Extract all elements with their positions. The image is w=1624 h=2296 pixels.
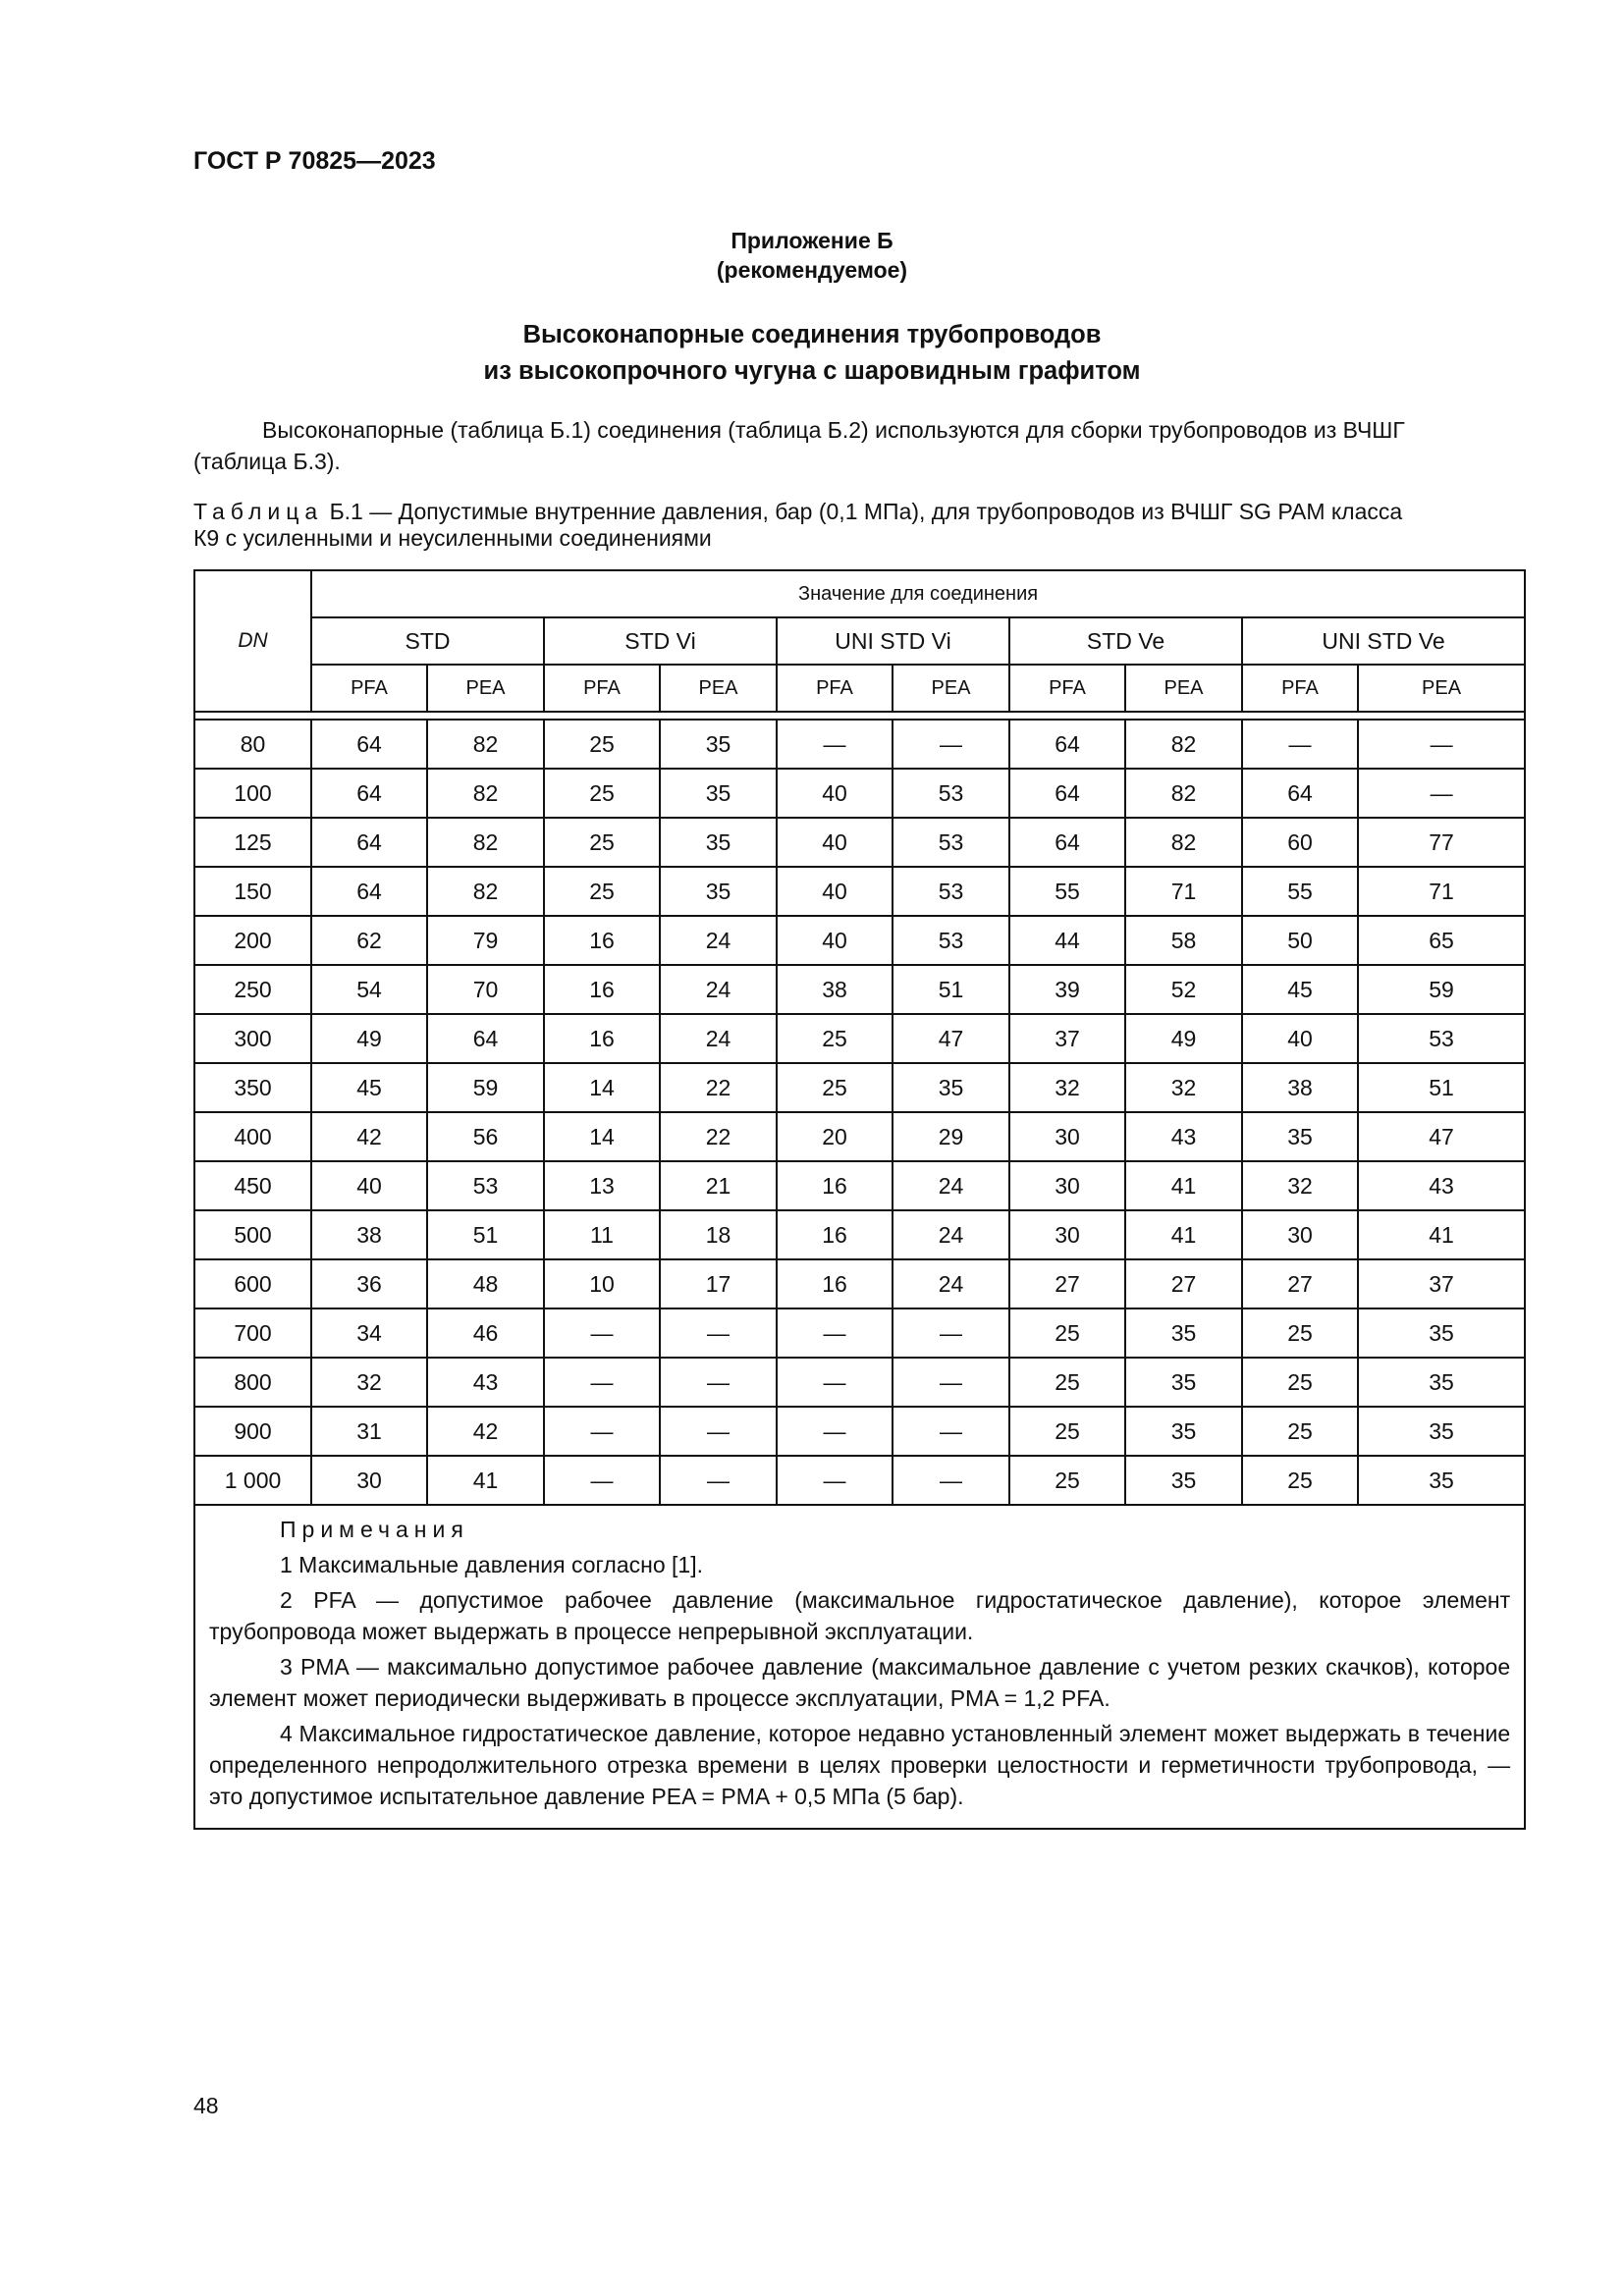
table-row	[194, 769, 1525, 818]
pressure-cell: —	[1242, 720, 1358, 769]
pressure-cell: 82	[427, 867, 544, 916]
pressure-cell: 35	[1125, 1456, 1242, 1505]
dn-cell: 400	[194, 1112, 311, 1161]
pressure-cell: 42	[311, 1112, 427, 1161]
pressure-cell: 32	[1242, 1161, 1358, 1210]
pressure-cell: 35	[1358, 1456, 1525, 1505]
pressure-cell: 16	[544, 965, 660, 1014]
dn-cell: 150	[194, 867, 311, 916]
pressure-cell: 41	[1125, 1161, 1242, 1210]
pressure-cell: —	[544, 1456, 660, 1505]
table-row	[194, 916, 1525, 965]
note-3: 3 PMA — максимально допустимое рабочее давление (максимальное давление с учетом резких скачков), которое элемент может периодически выдерживать в процессе эксплуатации, PMA = 1,2 PFA.	[209, 1654, 1511, 1711]
pressure-cell: 53	[427, 1161, 544, 1210]
joint-header: STD Ve	[1009, 617, 1242, 665]
notes-heading: Примечания	[280, 1517, 469, 1542]
page-number: 48	[193, 2093, 219, 2118]
pressure-cell: 60	[1242, 818, 1358, 867]
pressure-cell: —	[893, 1456, 1009, 1505]
pressure-cell: 30	[311, 1456, 427, 1505]
appendix-status: (рекомендуемое)	[716, 257, 908, 283]
pressure-cell: 71	[1125, 867, 1242, 916]
pressure-cell: 16	[544, 1014, 660, 1063]
pressure-cell: 25	[544, 867, 660, 916]
pressure-cell: 18	[660, 1210, 777, 1259]
pressure-cell: 41	[1358, 1210, 1525, 1259]
pressure-cell: 53	[893, 867, 1009, 916]
pressure-cell: 25	[544, 720, 660, 769]
pressure-cell: 25	[777, 1063, 893, 1112]
pressure-cell: 46	[427, 1308, 544, 1358]
pressure-cell: 70	[427, 965, 544, 1014]
pressure-cell: 47	[1358, 1112, 1525, 1161]
pressure-cell: 35	[1125, 1358, 1242, 1407]
pressure-type-header: PEA	[660, 665, 777, 712]
pressure-cell: 31	[311, 1407, 427, 1456]
dn-header: DN	[194, 570, 311, 712]
table-row	[194, 1407, 1525, 1456]
pressure-cell: 25	[1242, 1407, 1358, 1456]
intro-line-2: (таблица Б.3).	[193, 449, 341, 474]
pressure-cell: 16	[544, 916, 660, 965]
pressure-cell: 82	[1125, 818, 1242, 867]
pressure-type-header: PFA	[1009, 665, 1125, 712]
pressure-cell: 24	[660, 965, 777, 1014]
pressure-cell: 56	[427, 1112, 544, 1161]
pressure-cell: —	[777, 1358, 893, 1407]
dn-cell: 600	[194, 1259, 311, 1308]
group-header: Значение для соединения	[311, 570, 1525, 617]
pressure-cell: 35	[1358, 1407, 1525, 1456]
pressure-cell: 24	[660, 916, 777, 965]
table-row	[194, 1259, 1525, 1308]
pressure-cell: 40	[311, 1161, 427, 1210]
pressure-cell: 45	[311, 1063, 427, 1112]
pressure-cell: 37	[1358, 1259, 1525, 1308]
pressure-cell: 35	[1358, 1358, 1525, 1407]
table-row	[194, 867, 1525, 916]
pressure-cell: 55	[1242, 867, 1358, 916]
pressure-cell: 43	[1125, 1112, 1242, 1161]
table-row	[194, 1112, 1525, 1161]
pressure-cell: 53	[893, 818, 1009, 867]
dn-cell: 700	[194, 1308, 311, 1358]
standard-code: ГОСТ Р 70825—2023	[193, 147, 436, 175]
dn-cell: 200	[194, 916, 311, 965]
pressure-cell: 25	[1009, 1308, 1125, 1358]
pressure-cell: 35	[660, 769, 777, 818]
pressure-type-header: PFA	[1242, 665, 1358, 712]
dn-cell: 300	[194, 1014, 311, 1063]
pressure-cell: 38	[1242, 1063, 1358, 1112]
pressure-cell: 59	[1358, 965, 1525, 1014]
caption-text: Б.1 — Допустимые внутренние давления, бар (0,1 МПа), для трубопроводов из ВЧШГ SG PAM класса	[329, 499, 1403, 524]
pressure-cell: 64	[1009, 720, 1125, 769]
pressure-cell: 36	[311, 1259, 427, 1308]
pressure-cell: 10	[544, 1259, 660, 1308]
pressure-cell: 49	[1125, 1014, 1242, 1063]
pressure-cell: 82	[1125, 769, 1242, 818]
pressure-cell: —	[660, 1407, 777, 1456]
pressure-cell: 24	[893, 1259, 1009, 1308]
pressure-cell: 53	[893, 916, 1009, 965]
joint-header: UNI STD Vi	[777, 617, 1009, 665]
pressure-cell: 55	[1009, 867, 1125, 916]
pressure-cell: 16	[777, 1210, 893, 1259]
pressure-cell: 54	[311, 965, 427, 1014]
pressure-type-header: PEA	[893, 665, 1009, 712]
pressure-cell: 29	[893, 1112, 1009, 1161]
pressure-cell: 51	[427, 1210, 544, 1259]
pressure-cell: —	[893, 1407, 1009, 1456]
pressure-cell: 22	[660, 1112, 777, 1161]
dn-cell: 1 000	[194, 1456, 311, 1505]
pressure-cell: 41	[427, 1456, 544, 1505]
pressure-cell: 82	[427, 769, 544, 818]
dn-cell: 125	[194, 818, 311, 867]
pressure-cell: 47	[893, 1014, 1009, 1063]
pressure-cell: 37	[1009, 1014, 1125, 1063]
pressure-cell: 25	[1009, 1407, 1125, 1456]
pressure-cell: 40	[1242, 1014, 1358, 1063]
pressure-cell: 32	[1009, 1063, 1125, 1112]
pressure-cell: 53	[1358, 1014, 1525, 1063]
pressure-cell: 25	[544, 769, 660, 818]
pressure-cell: —	[660, 1456, 777, 1505]
table-row	[194, 1063, 1525, 1112]
pressure-cell: 40	[777, 867, 893, 916]
pressure-cell: 21	[660, 1161, 777, 1210]
pressure-cell: 22	[660, 1063, 777, 1112]
dn-cell: 900	[194, 1407, 311, 1456]
pressure-cell: 58	[1125, 916, 1242, 965]
pressure-cell: 30	[1242, 1210, 1358, 1259]
pressure-cell: 24	[893, 1210, 1009, 1259]
pressure-cell: 25	[1242, 1308, 1358, 1358]
dn-cell: 500	[194, 1210, 311, 1259]
intro-line-1: Высоконапорные (таблица Б.1) соединения (таблица Б.2) используются для сборки трубопроводов из ВЧШГ	[262, 417, 1405, 443]
pressure-cell: —	[777, 1456, 893, 1505]
pressure-cell: 32	[1125, 1063, 1242, 1112]
pressure-cell: 64	[1242, 769, 1358, 818]
pressure-type-header: PEA	[1125, 665, 1242, 712]
table-caption	[193, 499, 1523, 552]
table-row	[194, 1456, 1525, 1505]
pressure-cell: 32	[311, 1358, 427, 1407]
joint-header: STD	[311, 617, 544, 665]
pressure-cell: 35	[893, 1063, 1009, 1112]
pressure-cell: 30	[1009, 1210, 1125, 1259]
appendix-label: Приложение Б	[731, 228, 893, 253]
header-gap	[194, 712, 1525, 720]
pressure-cell: 79	[427, 916, 544, 965]
pressure-cell: 30	[1009, 1161, 1125, 1210]
notes-cell	[194, 1505, 1525, 1829]
pressure-cell: 82	[1125, 720, 1242, 769]
dn-cell: 450	[194, 1161, 311, 1210]
pressure-cell: 48	[427, 1259, 544, 1308]
pressure-cell: 34	[311, 1308, 427, 1358]
pressure-cell: 27	[1125, 1259, 1242, 1308]
table-body	[194, 712, 1525, 1829]
pressure-cell: 52	[1125, 965, 1242, 1014]
pressure-cell: 62	[311, 916, 427, 965]
pressure-cell: 24	[893, 1161, 1009, 1210]
pressure-cell: —	[544, 1308, 660, 1358]
pressure-cell: 35	[1125, 1308, 1242, 1358]
pressure-cell: —	[893, 1358, 1009, 1407]
pressure-cell: 40	[777, 916, 893, 965]
pressure-cell: 17	[660, 1259, 777, 1308]
table-row	[194, 1210, 1525, 1259]
table-row	[194, 965, 1525, 1014]
pressure-cell: 25	[1242, 1358, 1358, 1407]
pressure-cell: 64	[1009, 818, 1125, 867]
pressure-cell: 41	[1125, 1210, 1242, 1259]
pressure-cell: 49	[311, 1014, 427, 1063]
pressure-cell: 64	[311, 769, 427, 818]
pressure-type-header: PFA	[777, 665, 893, 712]
pressure-cell: 59	[427, 1063, 544, 1112]
pressure-cell: 20	[777, 1112, 893, 1161]
pressure-cell: 45	[1242, 965, 1358, 1014]
notes-row	[194, 1505, 1525, 1829]
pressure-cell: 25	[1009, 1456, 1125, 1505]
caption-text-2: К9 с усиленными и неусиленными соединениями	[193, 525, 712, 551]
pressure-cell: 25	[777, 1014, 893, 1063]
pressure-cell: 30	[1009, 1112, 1125, 1161]
joint-header: UNI STD Ve	[1242, 617, 1525, 665]
pressure-cell: —	[544, 1407, 660, 1456]
pressure-type-header: PFA	[544, 665, 660, 712]
pressure-type-header: PEA	[1358, 665, 1525, 712]
pressure-cell: 38	[777, 965, 893, 1014]
pressure-cell: 40	[777, 769, 893, 818]
appendix-title-line-2: из высокопрочного чугуна с шаровидным графитом	[483, 357, 1141, 385]
pressure-cell: 51	[893, 965, 1009, 1014]
pressure-cell: 16	[777, 1161, 893, 1210]
pressure-cell: 50	[1242, 916, 1358, 965]
note-1: 1 Максимальные давления согласно [1].	[280, 1552, 703, 1577]
table-row	[194, 1358, 1525, 1407]
pressure-cell: 51	[1358, 1063, 1525, 1112]
pressure-cell: 65	[1358, 916, 1525, 965]
pressure-cell: —	[660, 1308, 777, 1358]
pressure-type-header: PEA	[427, 665, 544, 712]
pressure-cell: —	[660, 1358, 777, 1407]
pressure-cell: 77	[1358, 818, 1525, 867]
table-row	[194, 818, 1525, 867]
pressure-cell: 27	[1242, 1259, 1358, 1308]
dn-cell: 250	[194, 965, 311, 1014]
pressure-cell: —	[1358, 720, 1525, 769]
caption-prefix: Таблица	[193, 499, 324, 524]
note-4: 4 Максимальное гидростатическое давление, которое недавно установленный элемент может выдержать в течение определенного непродолжительного отрезка времени в целях проверки целостности и герметичности трубопровода, — это допустимое испытательное давление PEA = PMA + 0,5 МПа (5 бар).	[209, 1721, 1511, 1809]
dn-cell: 350	[194, 1063, 311, 1112]
pressure-cell: 44	[1009, 916, 1125, 965]
joint-header: STD Vi	[544, 617, 777, 665]
pressure-cell: —	[893, 720, 1009, 769]
pressure-cell: —	[893, 1308, 1009, 1358]
dn-cell: 80	[194, 720, 311, 769]
table-header	[194, 570, 1525, 712]
dn-cell: 100	[194, 769, 311, 818]
pressure-cell: 13	[544, 1161, 660, 1210]
pressure-cell: 39	[1009, 965, 1125, 1014]
pressure-cell: 27	[1009, 1259, 1125, 1308]
pressure-cell: 25	[1242, 1456, 1358, 1505]
note-2: 2 PFA — допустимое рабочее давление (максимальное гидростатическое давление), которое элемент трубопровода может выдержать в процессе непрерывной эксплуатации.	[209, 1587, 1511, 1644]
appendix-title-line-1: Высоконапорные соединения трубопроводов	[522, 321, 1102, 348]
pressure-cell: 16	[777, 1259, 893, 1308]
pressure-cell: —	[1358, 769, 1525, 818]
pressure-cell: 53	[893, 769, 1009, 818]
pressure-cell: —	[777, 1407, 893, 1456]
pressure-cell: 82	[427, 720, 544, 769]
pressure-cell: 71	[1358, 867, 1525, 916]
pressure-cell: —	[777, 720, 893, 769]
table-row	[194, 1014, 1525, 1063]
pressure-cell: 43	[1358, 1161, 1525, 1210]
pressure-cell: 64	[311, 720, 427, 769]
pressure-cell: 35	[660, 867, 777, 916]
pressure-cell: 35	[660, 720, 777, 769]
pressure-table	[193, 569, 1526, 1830]
pressure-cell: 64	[311, 818, 427, 867]
pressure-cell: 14	[544, 1112, 660, 1161]
pressure-cell: 24	[660, 1014, 777, 1063]
table-row	[194, 1161, 1525, 1210]
intro-paragraph	[193, 414, 1523, 477]
pressure-cell: 14	[544, 1063, 660, 1112]
pressure-cell: 64	[311, 867, 427, 916]
pressure-cell: 35	[1358, 1308, 1525, 1358]
pressure-cell: 40	[777, 818, 893, 867]
pressure-cell: 64	[427, 1014, 544, 1063]
pressure-cell: —	[544, 1358, 660, 1407]
pressure-cell: 35	[1242, 1112, 1358, 1161]
pressure-cell: 42	[427, 1407, 544, 1456]
pressure-cell: 25	[544, 818, 660, 867]
table-row	[194, 720, 1525, 769]
pressure-cell: 82	[427, 818, 544, 867]
pressure-cell: —	[777, 1308, 893, 1358]
pressure-cell: 35	[1125, 1407, 1242, 1456]
dn-cell: 800	[194, 1358, 311, 1407]
table-row	[194, 1308, 1525, 1358]
pressure-cell: 25	[1009, 1358, 1125, 1407]
pressure-cell: 38	[311, 1210, 427, 1259]
pressure-cell: 64	[1009, 769, 1125, 818]
pressure-cell: 11	[544, 1210, 660, 1259]
pressure-type-header: PFA	[311, 665, 427, 712]
pressure-cell: 35	[660, 818, 777, 867]
pressure-cell: 43	[427, 1358, 544, 1407]
